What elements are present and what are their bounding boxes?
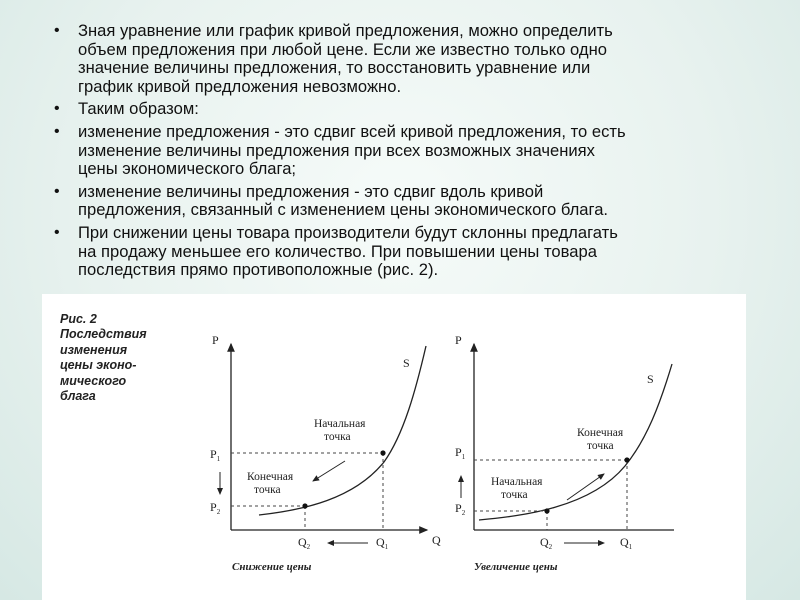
bullet-marker: • (54, 182, 60, 200)
bullet-item (50, 100, 770, 119)
figure-caption-line: блага (60, 389, 96, 404)
bullet-line: объем предложения при любой цене. Если же известно только одно (78, 39, 607, 59)
bullet-line: последствия прямо противоположные (рис. 2). (78, 260, 439, 280)
right-end-point (624, 457, 629, 462)
left-q1-label: $Q_1$ (376, 535, 389, 551)
bullet-line: на продажу меньшее его количество. При повышении цены товара (78, 241, 597, 261)
left-y-axis-label: P (212, 333, 219, 347)
bullet-line: значение величины предложения, то восстановить уравнение или (78, 58, 591, 78)
right-q1-label: $Q_1$ (620, 535, 633, 551)
left-q2-label: $Q_2$ (298, 535, 311, 551)
figure-caption-line: Последствия (60, 327, 147, 342)
bullet-item (50, 224, 770, 280)
left-p1-label: $P_1$ (210, 447, 221, 463)
figure-panel (42, 294, 746, 600)
bullet-item (50, 183, 770, 220)
left-p2-label: $P_2$ (210, 500, 221, 516)
right-chart-caption: Увеличение цены (474, 561, 558, 573)
bullet-line: Зная уравнение или график кривой предложения, можно определить (78, 21, 613, 40)
left-end-point (302, 503, 307, 508)
bullet-line: изменение величины предложения при всех возможных значениях (78, 140, 595, 160)
bullet-line: график кривой предложения невозможно. (78, 76, 402, 96)
right-p1-label: $P_1$ (455, 445, 466, 461)
bullet-marker: • (54, 223, 60, 241)
bullet-marker: • (54, 122, 60, 140)
bullet-line: При снижении цены товара производители будут склонны предлагать (78, 222, 618, 242)
left-curve-label: S (403, 356, 410, 370)
left-chart-caption: Снижение цены (232, 561, 312, 573)
right-start-point-label: Начальная точка (491, 476, 543, 501)
left-supply-diagram (210, 333, 441, 573)
right-y-axis-label: P (455, 333, 462, 347)
figure-diagram (42, 294, 746, 600)
bullet-line: Таким образом: (78, 99, 199, 119)
bullet-item (50, 123, 770, 179)
bullet-line: изменение предложения - это сдвиг всей кривой предложения, то есть (78, 121, 626, 141)
left-start-point-label: Начальная точка (314, 418, 366, 443)
right-p2-label: $P_2$ (455, 501, 466, 517)
figure-caption-line: мического (60, 373, 127, 388)
figure-caption-line: изменения (60, 342, 128, 357)
bullet-marker: • (54, 22, 60, 39)
bullet-item (50, 22, 770, 96)
bullet-line: цены экономического блага; (78, 159, 297, 179)
left-end-point-label: Конечная точка (247, 471, 294, 496)
right-q2-label: $Q_2$ (540, 535, 553, 551)
bullet-line: изменение величины предложения - это сдвиг вдоль кривой (78, 181, 544, 201)
right-start-point (544, 508, 549, 513)
left-start-point (380, 450, 385, 455)
figure-caption-line: цены эконо- (60, 358, 137, 373)
bullet-marker: • (54, 100, 60, 118)
right-curve-label: S (647, 372, 654, 386)
figure-caption-line: Рис. 2 (60, 312, 97, 326)
bullet-list (50, 22, 770, 284)
bullet-line: предложения, связанный с изменением цены экономического блага. (78, 200, 609, 220)
left-x-axis-label: Q (432, 533, 441, 547)
right-supply-diagram (455, 333, 674, 573)
left-movement-arrow (313, 461, 345, 481)
right-end-point-label: Конечная точка (577, 427, 624, 452)
